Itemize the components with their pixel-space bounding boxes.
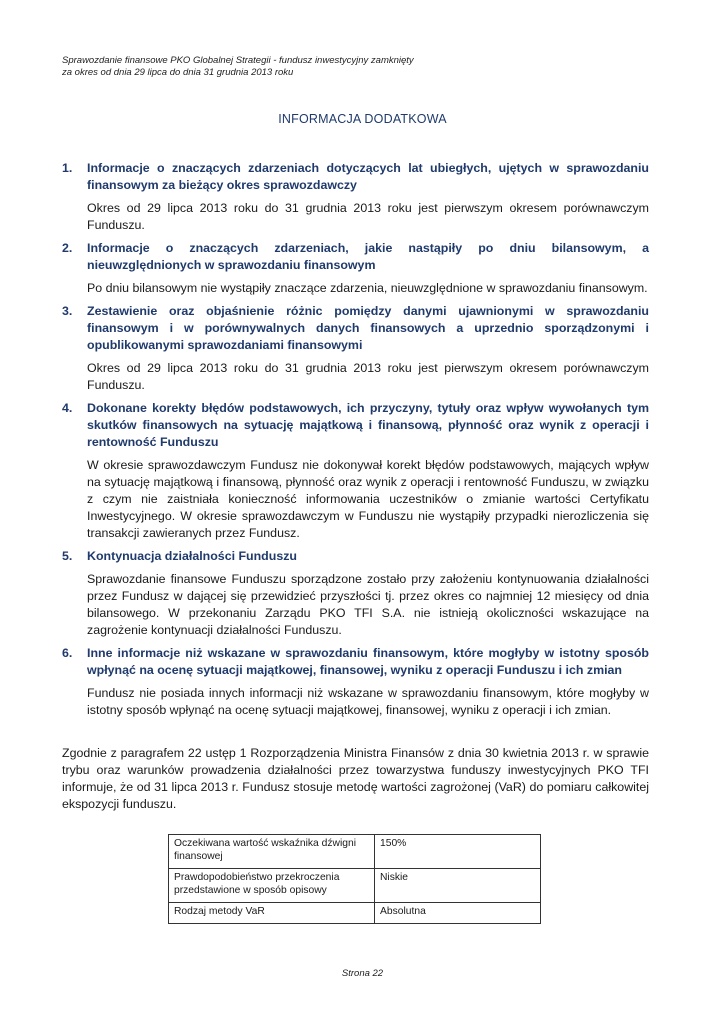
table-row [169,869,541,903]
var-table [168,834,541,924]
section-heading: Informacje o znaczących zdarzeniach, jakie nastąpiły po dniu bilansowym, a nieuwzględnionych w sprawozdaniu finansowym [87,241,649,272]
table-row [169,903,541,924]
section-body: Okres od 29 lipca 2013 roku do 31 grudnia 2013 roku jest pierwszym okresem porównawczym Funduszu. [87,201,649,232]
section-body: Okres od 29 lipca 2013 roku do 31 grudnia 2013 roku jest pierwszym okresem porównawczym Funduszu. [87,361,649,392]
table-cell-value: 150% [375,835,541,869]
section-heading: Zestawienie oraz objaśnienie różnic pomiędzy danymi ujawnionymi w sprawozdaniu finansowym i w porównywalnych danych finansowych a uprzednio sporządzonymi i opublikowanymi sprawozdaniami finansowymi [87,304,649,352]
header-line-2: za okres od dnia 29 lipca do dnia 31 grudnia 2013 roku [62,67,294,78]
table-cell-label: Prawdopodobieństwo przekroczenia przedstawione w sposób opisowy [169,869,375,903]
section-2 [62,240,649,297]
header-line-1: Sprawozdanie finansowe PKO Globalnej Strategii - fundusz inwestycyjny zamknięty [62,55,414,66]
section-3 [62,303,649,394]
table-row [169,835,541,869]
section-1 [62,160,649,234]
section-heading: Dokonane korekty błędów podstawowych, ich przyczyny, tytuły oraz wpływ wywołanych tym skutków finansowych na sytuację majątkową i finansową, płynność oraz wynik z operacji i rentowność Funduszu [87,401,649,449]
page-title: INFORMACJA DODATKOWA [278,112,447,126]
page-number: Strona 22 [341,968,384,979]
section-number: 2. [62,241,73,255]
table-cell-label: Rodzaj metody VaR [169,903,375,924]
section-5 [62,548,649,639]
table-cell-value: Niskie [375,869,541,903]
document-header [62,55,414,79]
section-4 [62,400,649,542]
section-body: W okresie sprawozdawczym Fundusz nie dokonywał korekt błędów podstawowych, mających wpływ na sytuację majątkową i finansową, płynność oraz wynik z operacji i rentowność Funduszu, w związku z czym nie zaistniała konieczność informowania uczestników o zmianie wartości Certyfikatu Inwestycyjnego. W okresie sprawozdawczym w Funduszu nie wystąpiły przypadki nierozliczenia się transakcji zawieranych przez Fundusz. [87,458,649,540]
section-number: 1. [62,161,73,175]
section-number: 5. [62,549,73,563]
section-heading: Inne informacje niż wskazane w sprawozdaniu finansowym, które mogłyby w istotny sposób wpłynąć na ocenę sytuacji majątkowej, finansowej, wyniku z operacji Funduszu i ich zmian [87,646,649,677]
section-number: 4. [62,401,73,415]
section-heading: Kontynuacja działalności Funduszu [87,549,297,563]
table-cell-value: Absolutna [375,903,541,924]
sections-list [62,160,649,725]
section-body: Po dniu bilansowym nie wystąpiły znaczące zdarzenia, nieuwzględnione w sprawozdaniu finansowym. [87,281,648,295]
section-6 [62,645,649,719]
closing-paragraph: Zgodnie z paragrafem 22 ustęp 1 Rozporządzenia Ministra Finansów z dnia 30 kwietnia 2013 r. w sprawie trybu oraz warunków prowadzenia działalności przez towarzystwa funduszy inwestycyjnych PKO TFI informuje, że od 31 lipca 2013 r. Fundusz stosuje metodę wartości zagrożonej (VaR) do pomiaru całkowitej ekspozycji funduszu. [62,746,649,811]
section-heading: Informacje o znaczących zdarzeniach dotyczących lat ubiegłych, ujętych w sprawozdaniu finansowym za bieżący okres sprawozdawczy [87,161,649,192]
section-number: 3. [62,304,73,318]
section-number: 6. [62,646,73,660]
section-body: Fundusz nie posiada innych informacji niż wskazane w sprawozdaniu finansowym, które mogłyby w istotny sposób wpłynąć na ocenę sytuacji majątkowej, finansowej, wyniku z operacji i ich zmian. [87,686,649,717]
section-body: Sprawozdanie finansowe Funduszu sporządzone zostało przy założeniu kontynuowania działalności przez Fundusz w dającej się przewidzieć przyszłości tj. przez okres co najmniej 12 miesięcy od dnia bilansowego. W przekonaniu Zarządu PKO TFI S.A. nie istnieją okoliczności wskazujące na zagrożenie kontynuacji działalności Funduszu. [87,572,649,637]
table-cell-label: Oczekiwana wartość wskaźnika dźwigni finansowej [169,835,375,869]
